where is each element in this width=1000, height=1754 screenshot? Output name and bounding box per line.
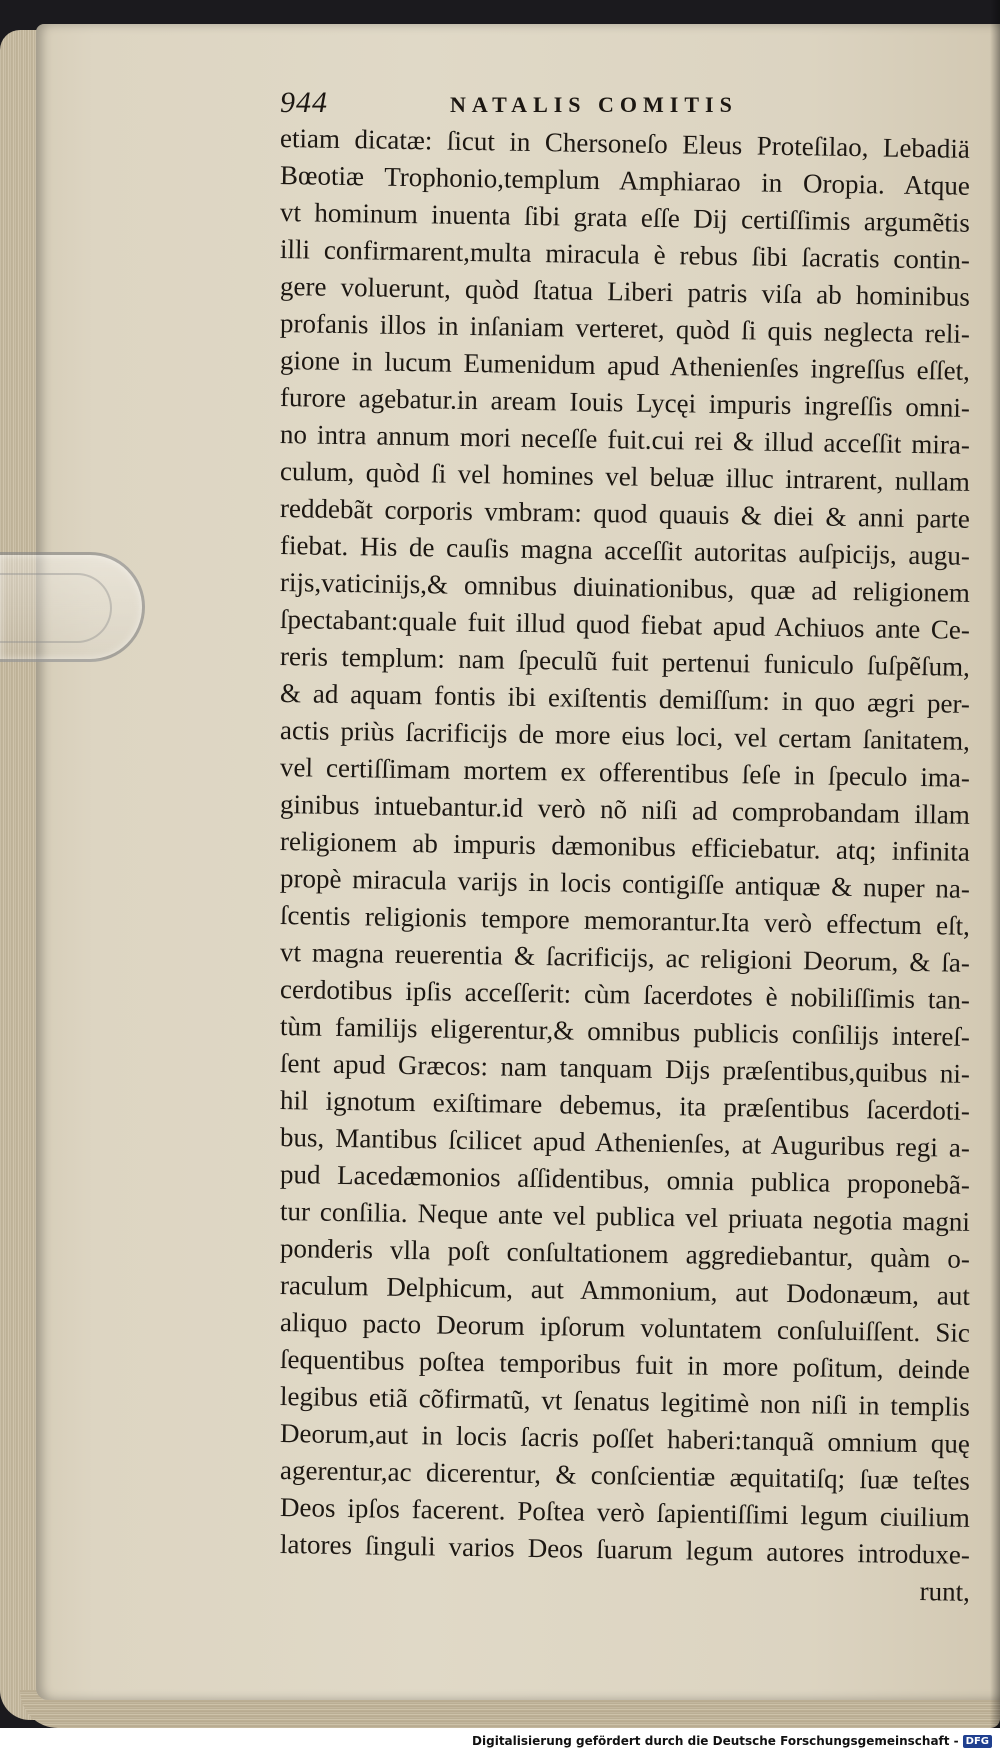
text-line: no intra annum mori neceſſe fuit.cui rei & illud acceſſit mira- (279, 419, 971, 460)
running-title: NATALIS COMITIS (450, 92, 738, 117)
text-line: ſcentis religionis tempore memorantur.Ita verò effectum eſt, (279, 900, 971, 941)
text-line: Deos ipſos facerent. Poſtea verò ſapientiſſimi legum ciuilium (279, 1492, 971, 1533)
text-line: rijs,vaticinijs,& omnibus diuinationibus, quæ ad religionem (279, 567, 971, 608)
clip-inner-loop (0, 573, 112, 643)
text-line: fiebat. His de cauſis magna acceſſit autoritas auſpicijs, augu- (279, 530, 971, 571)
text-line: illi confirmarent,multa miracula è rebus ſibi ſacratis contin- (279, 234, 971, 275)
text-line: ginibus intuebantur.id verò nõ niſi ad comprobandam illam (279, 789, 971, 830)
text-line: reddebãt corporis vmbram: quod quauis & diei & anni parte (279, 493, 971, 534)
text-line: ſequentibus poſtea temporibus fuit in more poſitum, deinde (279, 1344, 971, 1385)
text-line: pud Lacedæmonios aſſidentibus, omnia publica proponebã- (279, 1159, 971, 1200)
text-line: gere voluerunt, quòd ſtatua Liberi patris viſa ab hominibus (279, 271, 971, 312)
text-line: latores ſinguli varios Deos ſuarum legum autores introduxe- (279, 1529, 971, 1570)
text-line: legibus etiã cõfirmatũ, vt ſenatus legitimè non niſi in templis (279, 1381, 971, 1422)
text-line: Deorum,aut in locis ſacris poſſet haberi:tanquã omnium quę (279, 1418, 971, 1459)
text-line: vt hominum inuenta ſibi grata eſſe Dij certiſſimis argumẽtis (279, 197, 971, 238)
text-line: tùm familijs eligerentur,& omnibus publicis conſilijs intereſ- (279, 1011, 971, 1052)
text-line: reris templum: nam ſpeculũ fuit pertenui funiculo ſuſpẽſum, (279, 641, 971, 682)
text-line: propè miracula varijs in locis contigiſſe antiquæ & nuper na- (279, 863, 971, 904)
text-block (279, 86, 971, 1607)
text-line: Bœotiæ Trophonio,templum Amphiarao in Oropia. Atque (279, 160, 971, 201)
text-line: ſent apud Græcos: nam tanquam Dijs præſentibus,quibus ni- (279, 1048, 971, 1089)
text-line: bus, Mantibus ſcilicet apud Athenienſes, at Auguribus regi a- (279, 1122, 971, 1163)
catchword: runt, (919, 1576, 971, 1607)
text-line: & ad aquam fontis ibi exiſtentis demiſſum: in quo ægri per- (279, 678, 971, 719)
text-line: furore agebatur.in aream Iouis Lycęi impuris ingreſſis omni- (279, 382, 971, 423)
body-text (279, 120, 971, 1607)
footer-bar (0, 1728, 1000, 1754)
text-line: vel certiſſimam mortem ex offerentibus ſeſe in ſpeculo ima- (279, 752, 971, 793)
text-line: hil ignotum exiſtimare debemus, ita præſentibus ſacerdoti- (279, 1085, 971, 1126)
text-line: vt magna reuerentia & ſacrificijs, ac religioni Deorum, & ſa- (279, 937, 971, 978)
dfg-logo-icon: DFG (963, 1735, 992, 1748)
footer-credit: Digitalisierung gefördert durch die Deutsche Forschungsgemeinschaft - (472, 1734, 959, 1748)
text-line: etiam dicatæ: ſicut in Chersoneſo Eleus Proteſilao, Lebadiä (279, 123, 971, 164)
text-line: raculum Delphicum, aut Ammonium, aut Dodonæum, aut (279, 1270, 971, 1311)
text-line: ſpectabant:quale fuit illud quod fiebat apud Achiuos ante Ce- (279, 604, 971, 645)
text-line: actis priùs ſacrificijs de more eius loci, vel certam ſanitatem, (279, 715, 971, 756)
text-line: gione in lucum Eumenidum apud Athenienſes ingreſſus eſſet, (279, 345, 971, 386)
text-line: ponderis vlla poſt conſultationem aggrediebantur, quàm o- (279, 1233, 971, 1274)
right-edge-shadow (990, 0, 1000, 1754)
text-line: cerdotibus ipſis acceſſerit: cùm ſacerdotes è nobiliſſimis tan- (279, 974, 971, 1015)
clip-icon (0, 552, 145, 662)
text-line: tur conſilia. Neque ante vel publica vel priuata negotia magni (279, 1196, 971, 1237)
text-line: profanis illos in inſaniam verteret, quòd ſi quis neglecta reli- (279, 308, 971, 349)
page-number: 944 (280, 86, 328, 119)
text-line: agerentur,ac dicerentur, & conſcientiæ æquitatiſq; ſuæ teſtes (279, 1455, 971, 1496)
text-line: culum, quòd ſi vel homines vel beluæ illuc intrarent, nullam (279, 456, 971, 497)
text-line: religionem ab impuris dæmonibus efficiebatur. atq; infinita (279, 826, 971, 867)
text-line: aliquo pacto Deorum ipſorum voluntatem conſuluiſſent. Sic (279, 1307, 971, 1348)
